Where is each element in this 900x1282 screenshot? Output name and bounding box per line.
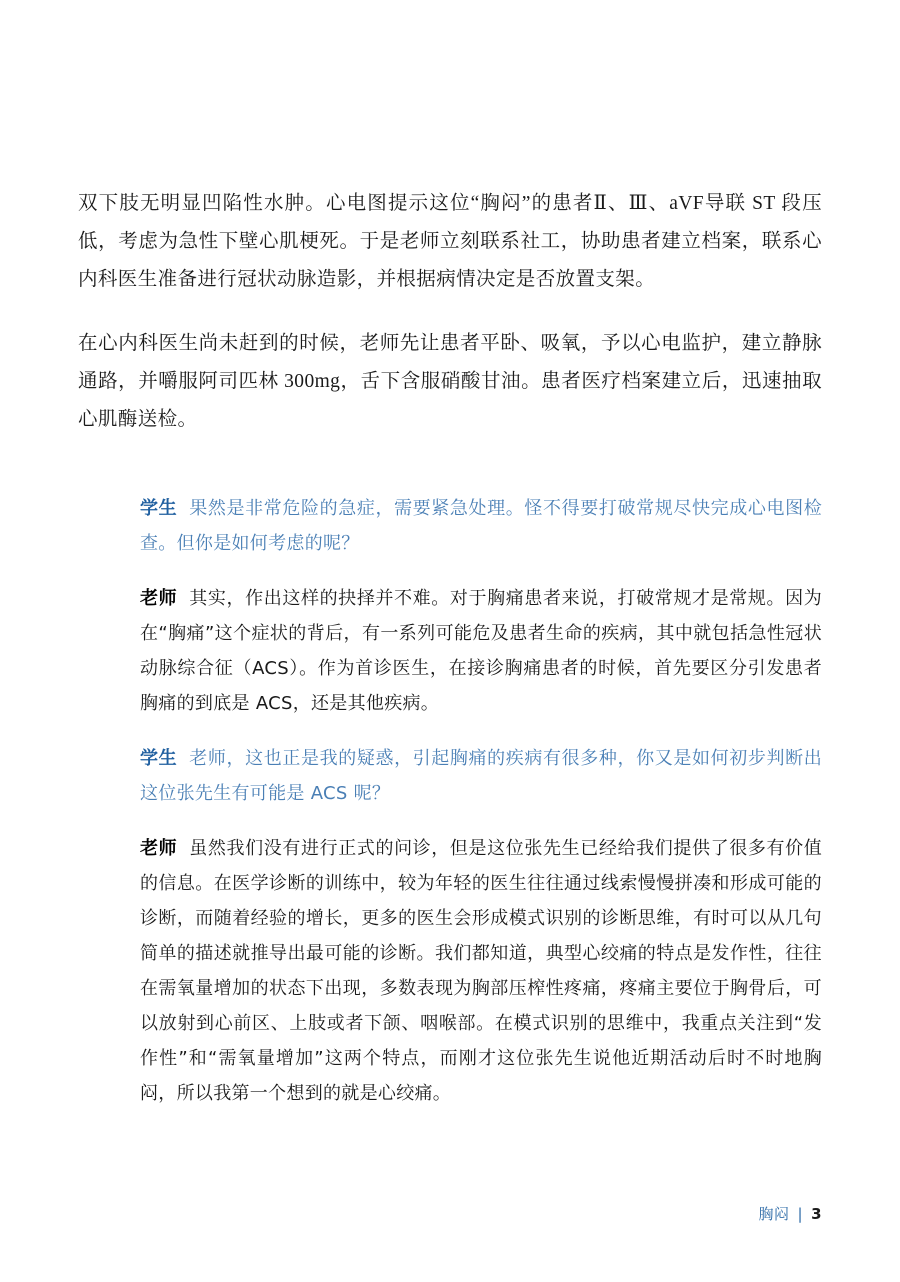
dialogue-text-student-1: 果然是非常危险的急症，需要紧急处理。怪不得要打破常规尽快完成心电图检查。但你是如何考虑的呢？ [140, 498, 822, 554]
speaker-label-teacher-1: 老师 [140, 588, 178, 609]
dialogue-text-teacher-2: 虽然我们没有进行正式的问诊，但是这位张先生已经给我们提供了很多有价值的信息。在医学诊断的训练中，较为年轻的医生往往通过线索慢慢拼凑和形成可能的诊断，而随着经验的增长，更多的医生会形成模式识别的诊断思维，有时可以从几句简单的描述就推导出最可能的诊断。我们都知道，典型心绞痛的特点是发作性，往往在需氧量增加的状态下出现，多数表现为胸部压榨性疼痛，疼痛主要位于胸骨后，可以放射到心前区、上肢或者下颌、咽喉部。在模式识别的思维中，我重点关注到“发作性”和“需氧量增加”这两个特点，而刚才这位张先生说他近期活动后时不时地胸闷，所以我第一个想到的就是心绞痛。 [140, 838, 822, 1104]
dialogue-text-teacher-1: 其实，作出这样的抉择并不难。对于胸痛患者来说，打破常规才是常规。因为在“胸痛”这个症状的背后，有一系列可能危及患者生命的疾病，其中就包括急性冠状动脉综合征（ACS）。作为首诊医生，在接诊胸痛患者的时候，首先要区分引发患者胸痛的到底是 ACS，还是其他疾病。 [140, 588, 822, 714]
dialogue-text-student-2: 老师，这也正是我的疑惑，引起胸痛的疾病有很多种，你又是如何初步判断出这位张先生有可能是 ACS 呢？ [140, 748, 822, 804]
dialogue-entry-teacher-2 [78, 831, 822, 1111]
footer-chapter-title: 胸闷 [758, 1205, 790, 1223]
dialogue-entry-student-1 [78, 491, 822, 561]
dialogue-entry-teacher-1 [78, 581, 822, 721]
dialogue-entry-student-2 [78, 741, 822, 811]
narration-paragraph-1: 双下肢无明显凹陷性水肿。心电图提示这位“胸闷”的患者Ⅱ、Ⅲ、aVF导联 ST 段压低，考虑为急性下壁心肌梗死。于是老师立刻联系社工，协助患者建立档案，联系心内科医生准备进行冠状动脉造影，并根据病情决定是否放置支架。 [78, 193, 822, 290]
speaker-label-teacher-2: 老师 [140, 838, 178, 859]
footer-separator: | [797, 1204, 804, 1223]
footer-page-number: 3 [811, 1204, 822, 1223]
dialogue-block [78, 491, 822, 1111]
speaker-label-student-2: 学生 [140, 748, 178, 769]
narration-paragraph-2: 在心内科医生尚未赶到的时候，老师先让患者平卧、吸氧，予以心电监护，建立静脉通路，并嚼服阿司匹林 300mg，舌下含服硝酸甘油。患者医疗档案建立后，迅速抽取心肌酶送检。 [78, 333, 822, 430]
speaker-label-student-1: 学生 [140, 498, 178, 519]
page-footer [758, 1203, 822, 1224]
